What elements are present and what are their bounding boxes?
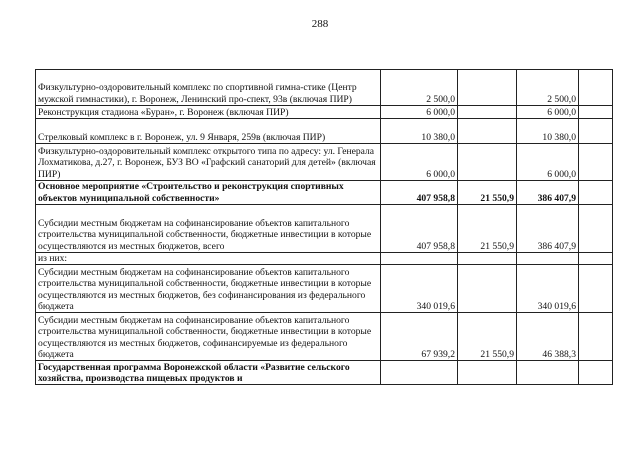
row-total-cell: 2 500,0 [381,70,458,106]
table-row [36,361,613,385]
row-total-cell: 67 939,2 [381,313,458,361]
table-row [36,144,613,181]
row-local-cell [579,119,613,144]
row-federal-cell: 21 550,9 [458,205,517,253]
row-local-cell [579,265,613,313]
budget-table [35,69,613,385]
row-total-cell: 340 019,6 [381,265,458,313]
row-regional-cell: 386 407,9 [517,205,579,253]
row-regional-cell: 6 000,0 [517,106,579,119]
row-local-cell [579,205,613,253]
row-federal-cell [458,265,517,313]
row-total-cell: 6 000,0 [381,106,458,119]
row-regional-cell: 386 407,9 [517,181,579,205]
row-total-cell [381,361,458,385]
row-regional-cell: 2 500,0 [517,70,579,106]
row-federal-cell [458,119,517,144]
row-local-cell [579,181,613,205]
row-federal-cell [458,106,517,119]
row-name-cell: Субсидии местным бюджетам на софинансирование объектов капитального строительства муниципальной собственности, бюджетные инвестиции в которые осуществляются из местных бюджетов, без софинансирования из федерального бюджета [36,265,381,313]
row-total-cell: 407 958,8 [381,181,458,205]
row-name-cell: Субсидии местным бюджетам на софинансирование объектов капитального строительства муниципальной собственности, бюджетные инвестиции в которые осуществляются из местных бюджетов, софинансируемые из федерального бюджета [36,313,381,361]
table-row [36,106,613,119]
row-total-cell: 10 380,0 [381,119,458,144]
table-row [36,70,613,106]
row-federal-cell: 21 550,9 [458,181,517,205]
row-name-cell: Физкультурно-оздоровительный комплекс по спортивной гимна-стике (Центр мужской гимнастики), г. Воронеж, Ленинский про-спект, 93в (включая ПИР) [36,70,381,106]
budget-table-body [36,70,613,385]
row-name-cell: Стрелковый комплекс в г. Воронеж, ул. 9 Января, 259в (включая ПИР) [36,119,381,144]
row-federal-cell [458,253,517,265]
row-local-cell [579,253,613,265]
row-regional-cell: 10 380,0 [517,119,579,144]
row-regional-cell [517,253,579,265]
table-row [36,119,613,144]
row-local-cell [579,70,613,106]
row-name-cell: из них: [36,253,381,265]
row-name-cell: Субсидии местным бюджетам на софинансирование объектов капитального строительства муниципальной собственности, бюджетные инвестиции в которые осуществляются из местных бюджетов, всего [36,205,381,253]
table-row [36,181,613,205]
row-name-cell: Государственная программа Воронежской области «Развитие сельского хозяйства, производства пищевых продуктов и [36,361,381,385]
row-local-cell [579,361,613,385]
page-number: 288 [311,18,329,30]
table-row [36,265,613,313]
row-total-cell: 407 958,8 [381,205,458,253]
row-federal-cell [458,361,517,385]
row-name-cell: Основное мероприятие «Строительство и реконструкция спортивных объектов муниципальной собственности» [36,181,381,205]
row-federal-cell [458,144,517,181]
row-regional-cell: 6 000,0 [517,144,579,181]
row-local-cell [579,144,613,181]
row-name-cell: Физкультурно-оздоровительный комплекс открытого типа по адресу: ул. Генерала Лохматикова, д.27, г. Воронеж, БУЗ ВО «Графский санаторий для детей» (включая ПИР) [36,144,381,181]
row-local-cell [579,313,613,361]
row-regional-cell: 340 019,6 [517,265,579,313]
row-local-cell [579,106,613,119]
row-total-cell: 6 000,0 [381,144,458,181]
row-name-cell: Реконструкция стадиона «Буран», г. Воронеж (включая ПИР) [36,106,381,119]
table-row [36,253,613,265]
row-federal-cell [458,70,517,106]
row-federal-cell: 21 550,9 [458,313,517,361]
row-regional-cell [517,361,579,385]
row-total-cell [381,253,458,265]
table-row [36,205,613,253]
row-regional-cell: 46 388,3 [517,313,579,361]
table-row [36,313,613,361]
